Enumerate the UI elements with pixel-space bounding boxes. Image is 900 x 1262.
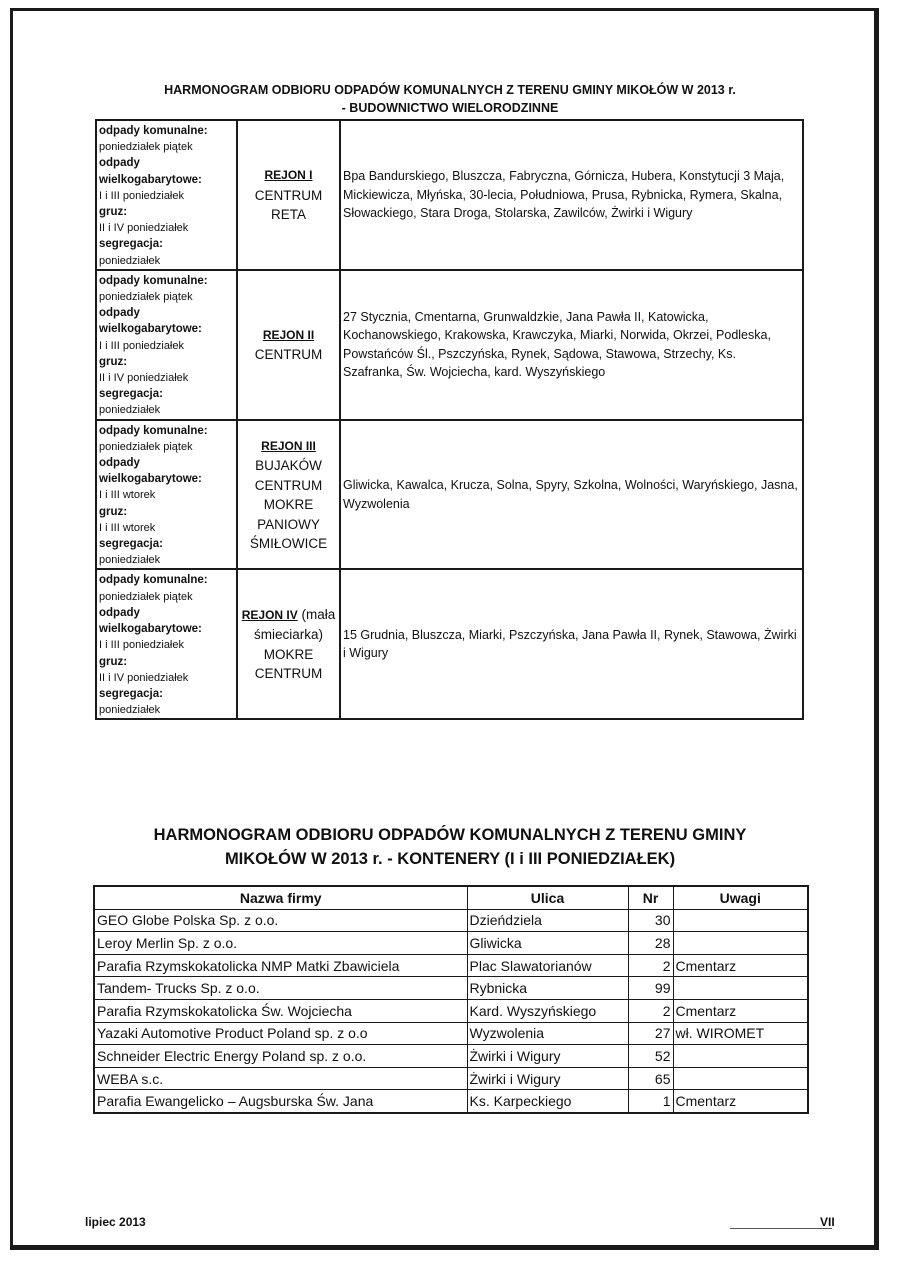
header-street: Ulica: [467, 886, 628, 909]
region-area: CENTRUM: [254, 347, 323, 363]
table-row: [94, 932, 808, 955]
region-area: MOKRE: [263, 497, 314, 513]
waste-type-label: segregacja:: [99, 388, 163, 401]
number-cell: 52: [628, 1045, 673, 1068]
region-name: REJON IV: [241, 607, 298, 622]
street-cell: Plac Slawatorianów: [467, 954, 628, 977]
collection-day: poniedziałek: [99, 254, 161, 267]
schedule-title-line1: HARMONOGRAM ODBIORU ODPADÓW KOMUNALNYCH Z TERENU GMINY MIKOŁÓW W 2013 r.: [164, 83, 736, 97]
waste-type-label: gruz:: [99, 655, 128, 668]
company-name-cell: Leroy Merlin Sp. z o.o.: [94, 932, 467, 955]
region-area: BUJAKÓW: [255, 458, 322, 474]
waste-type-label: segregacja:: [99, 538, 163, 551]
containers-header-row: [94, 886, 808, 909]
footer-date: lipiec 2013: [85, 1215, 146, 1229]
notes-cell: [673, 1045, 808, 1068]
schedule-table: [95, 119, 804, 720]
company-name-cell: Tandem- Trucks Sp. z o.o.: [94, 977, 467, 1000]
notes-cell: [673, 1067, 808, 1090]
streets-cell: 27 Stycznia, Cmentarna, Grunwaldzkie, Jana Pawła II, Katowicka, Kochanowskiego, Krakowska, Krawczyka, Miarki, Norwida, Okrzei, Podleska, Powstańców Śl., Pszczyńska, Rynek, Sądowa, Stawowa, Strzechy, Ks. Szafranka, Św. Wojciecha, kard. Wyszyńskiego: [340, 270, 803, 420]
notes-cell: [673, 977, 808, 1000]
region-area: CENTRUM: [254, 477, 323, 493]
number-cell: 27: [628, 1022, 673, 1045]
waste-type-label: segregacja:: [99, 687, 163, 700]
company-name-cell: Parafia Rzymskokatolicka Św. Wojciecha: [94, 999, 467, 1022]
waste-type-label: segregacja:: [99, 238, 163, 251]
company-name-cell: Parafia Rzymskokatolicka NMP Matki Zbawiciela: [94, 954, 467, 977]
table-row: [94, 954, 808, 977]
collection-day: I i III poniedziałek: [99, 639, 184, 652]
collection-day: poniedziałek piątek: [99, 141, 193, 154]
region-heading: [238, 325, 339, 346]
schedule-row: [96, 420, 803, 570]
header-notes: Uwagi: [673, 886, 808, 909]
collection-day: I i III wtorek: [99, 489, 156, 502]
company-name-cell: GEO Globe Polska Sp. z o.o.: [94, 909, 467, 932]
schedule-title: [0, 81, 900, 117]
collection-day: poniedziałek piątek: [99, 440, 193, 453]
table-row: [94, 909, 808, 932]
collection-days-cell: [96, 569, 237, 719]
schedule-row: [96, 120, 803, 270]
header-number: Nr: [628, 886, 673, 909]
notes-cell: [673, 909, 808, 932]
street-cell: Rybnicka: [467, 977, 628, 1000]
table-row: [94, 977, 808, 1000]
street-cell: Wyzwolenia: [467, 1022, 628, 1045]
region-area: RETA: [270, 207, 306, 223]
region-area: CENTRUM: [254, 666, 323, 682]
collection-days-cell: [96, 120, 237, 270]
collection-day: I i III poniedziałek: [99, 189, 184, 202]
containers-table: [93, 885, 809, 1114]
number-cell: 2: [628, 999, 673, 1022]
region-name: REJON I: [264, 168, 313, 183]
street-cell: Żwirki i Wigury: [467, 1045, 628, 1068]
company-name-cell: WEBA s.c.: [94, 1067, 467, 1090]
waste-type-label: odpady wielkogabarytowe:: [99, 307, 202, 336]
schedule-title-line2: - BUDOWNICTWO WIELORODZINNE: [341, 101, 559, 115]
street-cell: Gliwicka: [467, 932, 628, 955]
region-suffix: (mała: [297, 606, 336, 622]
collection-days-cell: [96, 420, 237, 570]
table-row: [94, 1045, 808, 1068]
collection-day: poniedziałek piątek: [99, 590, 193, 603]
schedule-row: [96, 270, 803, 420]
region-cell: [237, 270, 340, 420]
collection-day: poniedziałek piątek: [99, 291, 193, 304]
number-cell: 28: [628, 932, 673, 955]
street-cell: Dzieńdziela: [467, 909, 628, 932]
number-cell: 65: [628, 1067, 673, 1090]
notes-cell: [673, 932, 808, 955]
region-area: PANIOWY: [257, 516, 320, 532]
region-heading: [238, 165, 339, 186]
collection-day: poniedziałek: [99, 704, 161, 717]
collection-day: I i III wtorek: [99, 521, 156, 534]
collection-day: I i III poniedziałek: [99, 339, 184, 352]
number-cell: 99: [628, 977, 673, 1000]
street-cell: Kard. Wyszyńskiego: [467, 999, 628, 1022]
streets-cell: Gliwicka, Kawalca, Krucza, Solna, Spyry, Szkolna, Wolności, Waryńskiego, Jasna, Wyzwolenia: [340, 420, 803, 570]
street-cell: Ks. Karpeckiego: [467, 1090, 628, 1113]
waste-type-label: gruz:: [99, 505, 128, 518]
notes-cell: Cmentarz: [673, 1090, 808, 1113]
collection-day: II i IV poniedziałek: [99, 671, 189, 684]
region-cell: [237, 569, 340, 719]
waste-type-label: gruz:: [99, 355, 128, 368]
region-heading: [238, 605, 339, 626]
footer-divider: [730, 1228, 832, 1229]
collection-day: poniedziałek: [99, 554, 161, 567]
notes-cell: Cmentarz: [673, 999, 808, 1022]
waste-type-label: odpady komunalne:: [99, 274, 208, 287]
header-company: Nazwa firmy: [94, 886, 467, 909]
region-area: MOKRE: [263, 646, 314, 662]
streets-cell: 15 Grudnia, Bluszcza, Miarki, Pszczyńska, Jana Pawła II, Rynek, Stawowa, Żwirki i Wigury: [340, 569, 803, 719]
region-area: ŚMIŁOWICE: [249, 536, 328, 552]
region-area: CENTRUM: [254, 187, 323, 203]
number-cell: 30: [628, 909, 673, 932]
company-name-cell: Parafia Ewangelicko – Augsburska Św. Jana: [94, 1090, 467, 1113]
waste-type-label: odpady wielkogabarytowe:: [99, 157, 202, 186]
region-heading: [238, 436, 339, 457]
waste-type-label: odpady komunalne:: [99, 424, 208, 437]
waste-type-label: gruz:: [99, 206, 128, 219]
waste-type-label: odpady komunalne:: [99, 125, 208, 137]
schedule-row: [96, 569, 803, 719]
region-name: REJON III: [261, 438, 316, 453]
region-area: śmieciarka): [253, 627, 323, 643]
collection-day: poniedziałek: [99, 404, 161, 417]
number-cell: 1: [628, 1090, 673, 1113]
table-row: [94, 1090, 808, 1113]
street-cell: Żwirki i Wigury: [467, 1067, 628, 1090]
collection-day: II i IV poniedziałek: [99, 372, 189, 385]
company-name-cell: Schneider Electric Energy Poland sp. z o.o.: [94, 1045, 467, 1068]
region-cell: [237, 420, 340, 570]
notes-cell: Cmentarz: [673, 954, 808, 977]
waste-type-label: odpady wielkogabarytowe:: [99, 457, 202, 486]
number-cell: 2: [628, 954, 673, 977]
collection-day: II i IV poniedziałek: [99, 222, 189, 235]
collection-days-cell: [96, 270, 237, 420]
streets-cell: Bpa Bandurskiego, Bluszcza, Fabryczna, Górnicza, Hubera, Konstytucji 3 Maja, Mickiewicza, Młyńska, 30-lecia, Południowa, Prusa, Rybnicka, Rymera, Skalna, Słowackiego, Stara Droga, Stolarska, Zawilców, Żwirki i Wigury: [340, 120, 803, 270]
containers-title: [0, 823, 900, 871]
notes-cell: wł. WIROMET: [673, 1022, 808, 1045]
containers-title-line1: HARMONOGRAM ODBIORU ODPADÓW KOMUNALNYCH Z TERENU GMINY: [153, 826, 747, 844]
waste-type-label: odpady komunalne:: [99, 574, 208, 587]
containers-title-line2: MIKOŁÓW W 2013 r. - KONTENERY (I i III PONIEDZIAŁEK): [224, 850, 676, 868]
table-row: [94, 1022, 808, 1045]
company-name-cell: Yazaki Automotive Product Poland sp. z o.o: [94, 1022, 467, 1045]
footer-page-number: VII: [820, 1215, 835, 1229]
region-name: REJON II: [262, 327, 315, 342]
table-row: [94, 999, 808, 1022]
waste-type-label: odpady wielkogabarytowe:: [99, 606, 202, 636]
region-cell: [237, 120, 340, 270]
table-row: [94, 1067, 808, 1090]
